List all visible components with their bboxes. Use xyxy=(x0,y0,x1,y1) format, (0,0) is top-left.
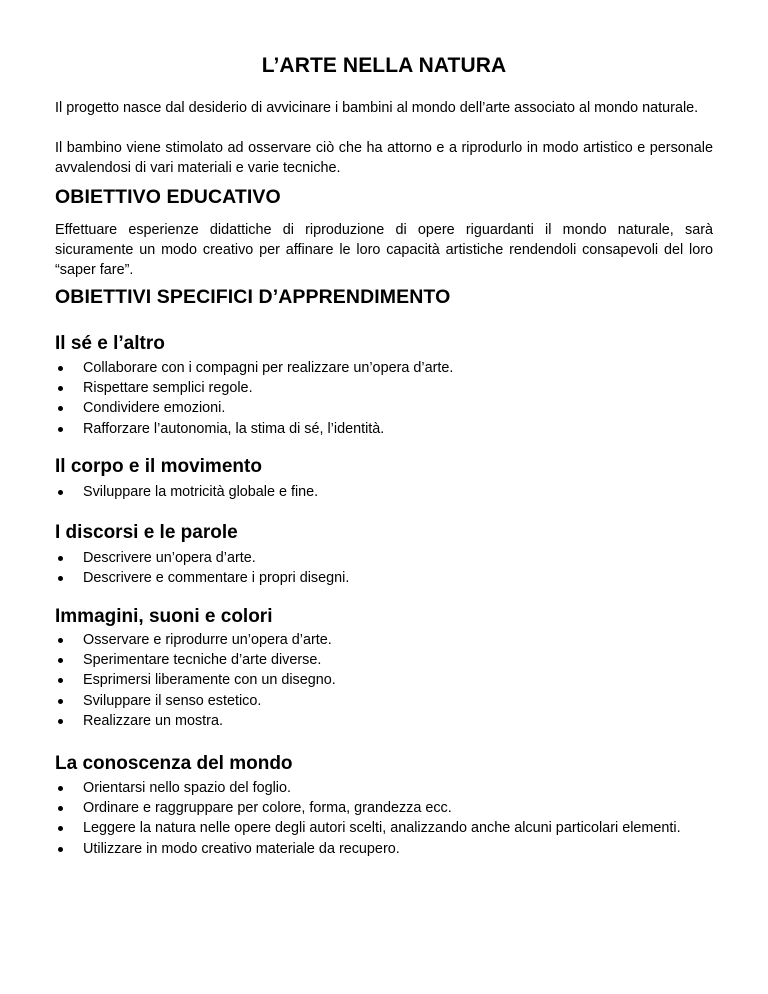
list-item-text: Sviluppare il senso estetico. xyxy=(83,692,262,709)
intro-paragraph-2: Il bambino viene stimolato ad osservare ciò che ha attorno e a riprodurlo in modo artistico e personale avvalendosi di vari materiali e varie tecniche. xyxy=(55,140,713,177)
list-item-text: Esprimersi liberamente con un disegno. xyxy=(83,672,336,689)
bullet-icon xyxy=(58,427,63,432)
list-item-text: Descrivere e commentare i propri disegni. xyxy=(83,570,350,587)
list-item xyxy=(55,630,713,650)
educational-goal-heading: OBIETTIVO EDUCATIVO xyxy=(55,186,281,208)
bullet-icon xyxy=(58,678,63,683)
bullet-icon xyxy=(58,386,63,391)
list-item-text: Realizzare un mostra. xyxy=(83,712,223,729)
list-item xyxy=(55,691,713,711)
section-heading-speech-and-words: I discorsi e le parole xyxy=(55,522,238,543)
bullet-icon xyxy=(58,658,63,663)
bullet-icon xyxy=(58,366,63,371)
bullet-icon xyxy=(58,556,63,561)
list-item xyxy=(55,670,713,690)
bullet-icon xyxy=(58,847,63,852)
list-item-text: Condividere emozioni. xyxy=(83,400,226,417)
list-item-text: Rafforzare l’autonomia, la stima di sé, l’identità. xyxy=(83,420,385,437)
list-item-text: Collaborare con i compagni per realizzare un’opera d’arte. xyxy=(83,360,454,376)
bullet-icon xyxy=(58,786,63,791)
bullet-icon xyxy=(58,826,63,831)
document-title: L’ARTE NELLA NATURA xyxy=(261,54,507,77)
list-item-text: Leggere la natura nelle opere degli autori scelti, analizzando anche alcuni particolari elementi. xyxy=(83,820,681,837)
list-item xyxy=(55,482,713,502)
section-list-body-and-movement xyxy=(55,482,713,502)
list-item xyxy=(55,778,713,798)
bullet-icon xyxy=(58,699,63,704)
list-item xyxy=(55,568,713,588)
section-heading-body-and-movement: Il corpo e il movimento xyxy=(55,456,262,477)
list-item xyxy=(55,398,713,418)
bullet-icon xyxy=(58,576,63,581)
list-item xyxy=(55,839,713,859)
list-item xyxy=(55,358,713,378)
list-item xyxy=(55,650,713,670)
list-item-text: Sperimentare tecniche d’arte diverse. xyxy=(83,652,322,669)
list-item xyxy=(55,711,713,731)
intro-paragraph-1: Il progetto nasce dal desiderio di avvicinare i bambini al mondo dell’arte associato al mondo naturale. xyxy=(55,100,699,116)
section-list-speech-and-words xyxy=(55,548,713,588)
list-item-text: Rispettare semplici regole. xyxy=(83,380,253,397)
list-item xyxy=(55,419,713,439)
section-heading-knowledge-of-world: La conoscenza del mondo xyxy=(55,753,293,774)
list-item-text: Sviluppare la motricità globale e fine. xyxy=(83,484,319,500)
bullet-icon xyxy=(58,638,63,643)
section-list-knowledge-of-world xyxy=(55,778,713,859)
specific-goals-heading: OBIETTIVI SPECIFICI D’APPRENDIMENTO xyxy=(55,286,451,308)
list-item xyxy=(55,548,713,568)
bullet-icon xyxy=(58,719,63,724)
section-heading-images-sounds-colors: Immagini, suoni e colori xyxy=(55,606,273,627)
section-list-self-and-other xyxy=(55,358,713,439)
list-item xyxy=(55,378,713,398)
list-item-text: Ordinare e raggruppare per colore, forma, grandezza ecc. xyxy=(83,800,452,817)
list-item xyxy=(55,818,713,838)
list-item-text: Orientarsi nello spazio del foglio. xyxy=(83,780,291,796)
list-item-text: Utilizzare in modo creativo materiale da recupero. xyxy=(83,840,400,857)
section-heading-self-and-other: Il sé e l’altro xyxy=(55,333,165,354)
bullet-icon xyxy=(58,806,63,811)
bullet-icon xyxy=(58,490,63,495)
list-item-text: Osservare e riprodurre un’opera d’arte. xyxy=(83,632,332,648)
section-list-images-sounds-colors xyxy=(55,630,713,731)
list-item-text: Descrivere un’opera d’arte. xyxy=(83,550,256,566)
list-item xyxy=(55,798,713,818)
bullet-icon xyxy=(58,406,63,411)
educational-goal-text: Effettuare esperienze didattiche di riproduzione di opere riguardanti il mondo naturale, sarà sicuramente un modo creativo per affinare le loro capacità artistiche rendendoli consapevoli del loro “saper fare”. xyxy=(55,222,713,279)
